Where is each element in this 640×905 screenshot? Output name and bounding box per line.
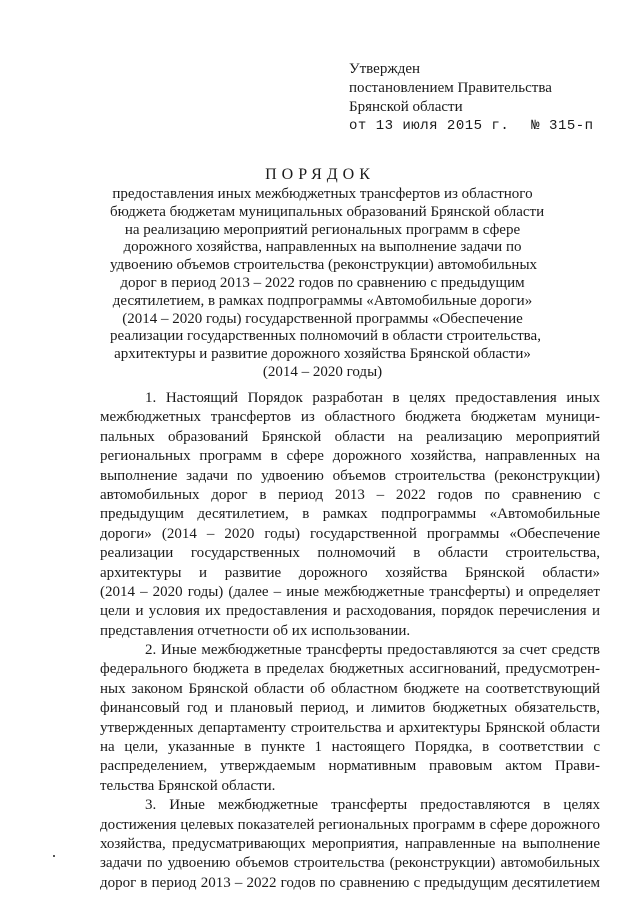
subtitle-line: удвоению объемов строительства (реконструкции) автомобильных [110, 257, 538, 274]
subtitle-line: дорожного хозяйства, направленных на выполнение задачи по [123, 239, 522, 256]
document-subtitle [110, 186, 545, 382]
paragraph-1-line: предыдущим десятилетием, в рамках подпрограммы «Автомобильные [100, 506, 600, 523]
subtitle-line: предоставления иных межбюджетных трансфертов из областного [112, 186, 533, 202]
subtitle-line: (2014 – 2020 годы) государственной программы «Обеспечение [122, 310, 523, 327]
paragraph-2-line: 2. Иные межбюджетные трансферты предоставляются за счет средств [145, 642, 600, 659]
paragraph-1-line: (2014 – 2020 годы) (далее – иные межбюджетные трансферты) и определяет [100, 583, 600, 600]
paragraph-3-line: дорог в период 2013 – 2022 годов по сравнению с предыдущим десятилетием [100, 874, 600, 891]
paragraph-1-line: пальных образований Брянской области на реализацию мероприятий [100, 428, 600, 445]
paragraph-2-line: ных законом Брянской области об областном бюджете на соответствующий [100, 680, 600, 697]
approval-line-resolution: постановлением Правительства [349, 80, 552, 96]
approval-date-line [349, 117, 594, 136]
paragraph-2-line: финансовый год и плановый период, и лимитов бюджетных обязательств, [100, 700, 600, 717]
paragraph-1-line: цели и условия их предоставления и расходования, порядок перечисления и [100, 603, 600, 620]
paragraph-1-line: представления отчетности об их использовании. [100, 622, 411, 639]
paragraph-1-line: дороги» (2014 – 2020 годы) государственной программы «Обеспечение [100, 525, 600, 542]
paragraph-2-line: тельства Брянской области. [100, 777, 276, 794]
paragraph-2-line: федерального бюджета в пределах бюджетных ассигнований, предусмотрен- [100, 661, 600, 678]
paragraph-2-line: на цели, указанные в пункте 1 настоящего Порядка, в соответствии с [100, 739, 600, 756]
subtitle-line: (2014 – 2020 годы) [262, 363, 383, 380]
subtitle-line: реализации государственных полномочий в области строительства, [110, 328, 541, 345]
approval-date: от 13 июля 2015 г. [349, 118, 510, 134]
subtitle-line: десятилетием, в рамках подпрограммы «Автомобильные дороги» [112, 292, 533, 309]
approval-number: № 315-п [531, 118, 594, 134]
scan-speck [53, 855, 55, 857]
paragraph-3-line: 3. Иные межбюджетные трансферты предоставляются в целях [145, 797, 600, 814]
paragraph-1-line: региональных программ в сфере дорожного хозяйства, направленных на [100, 448, 600, 465]
subtitle-line: дорог в период 2013 – 2022 годов по сравнению с предыдущим [120, 274, 525, 291]
paragraph-1-line: реализации государственных полномочий в области строительства, [100, 545, 600, 562]
paragraph-1-line: межбюджетных трансфертов из областного бюджета бюджетам муници- [100, 409, 600, 426]
approval-line-region: Брянской области [349, 99, 463, 115]
paragraph-3-line: достижения целевых показателей региональных программ в сфере дорожного [100, 816, 600, 833]
document-title: ПОРЯДОК [265, 166, 375, 183]
approval-stamp [349, 60, 594, 136]
approval-line-approved: Утвержден [349, 61, 421, 77]
paragraph-1-line: архитектуры и развитие дорожного хозяйства Брянской области» [100, 564, 600, 581]
paragraph-3-line: хозяйства, предусматривающих мероприятия, направленные на выполнение [100, 835, 600, 852]
paragraph-2-line: распределением, утверждаемым нормативным правовым актом Прави- [100, 758, 600, 775]
subtitle-line: на реализацию мероприятий региональных программ в сфере [124, 221, 521, 238]
document-body [100, 389, 600, 893]
paragraph-1-line: выполнение задачи по удвоению объемов строительства (реконструкции) [100, 467, 600, 484]
paragraph-3-line: задачи по удвоению объемов строительства (реконструкции) автомобильных [100, 855, 600, 872]
paragraph-2-line: утвержденных департаменту строительства и архитектуры Брянской области [100, 719, 600, 736]
paragraph-1-line: 1. Настоящий Порядок разработан в целях предоставления иных [145, 390, 600, 406]
subtitle-line: бюджета бюджетам муниципальных образований Брянской области [110, 203, 545, 220]
paragraph-1-line: автомобильных дорог в период 2013 – 2022 годов по сравнению с [100, 486, 600, 503]
subtitle-line: архитектуры и развитие дорожного хозяйства Брянской области» [114, 346, 531, 363]
